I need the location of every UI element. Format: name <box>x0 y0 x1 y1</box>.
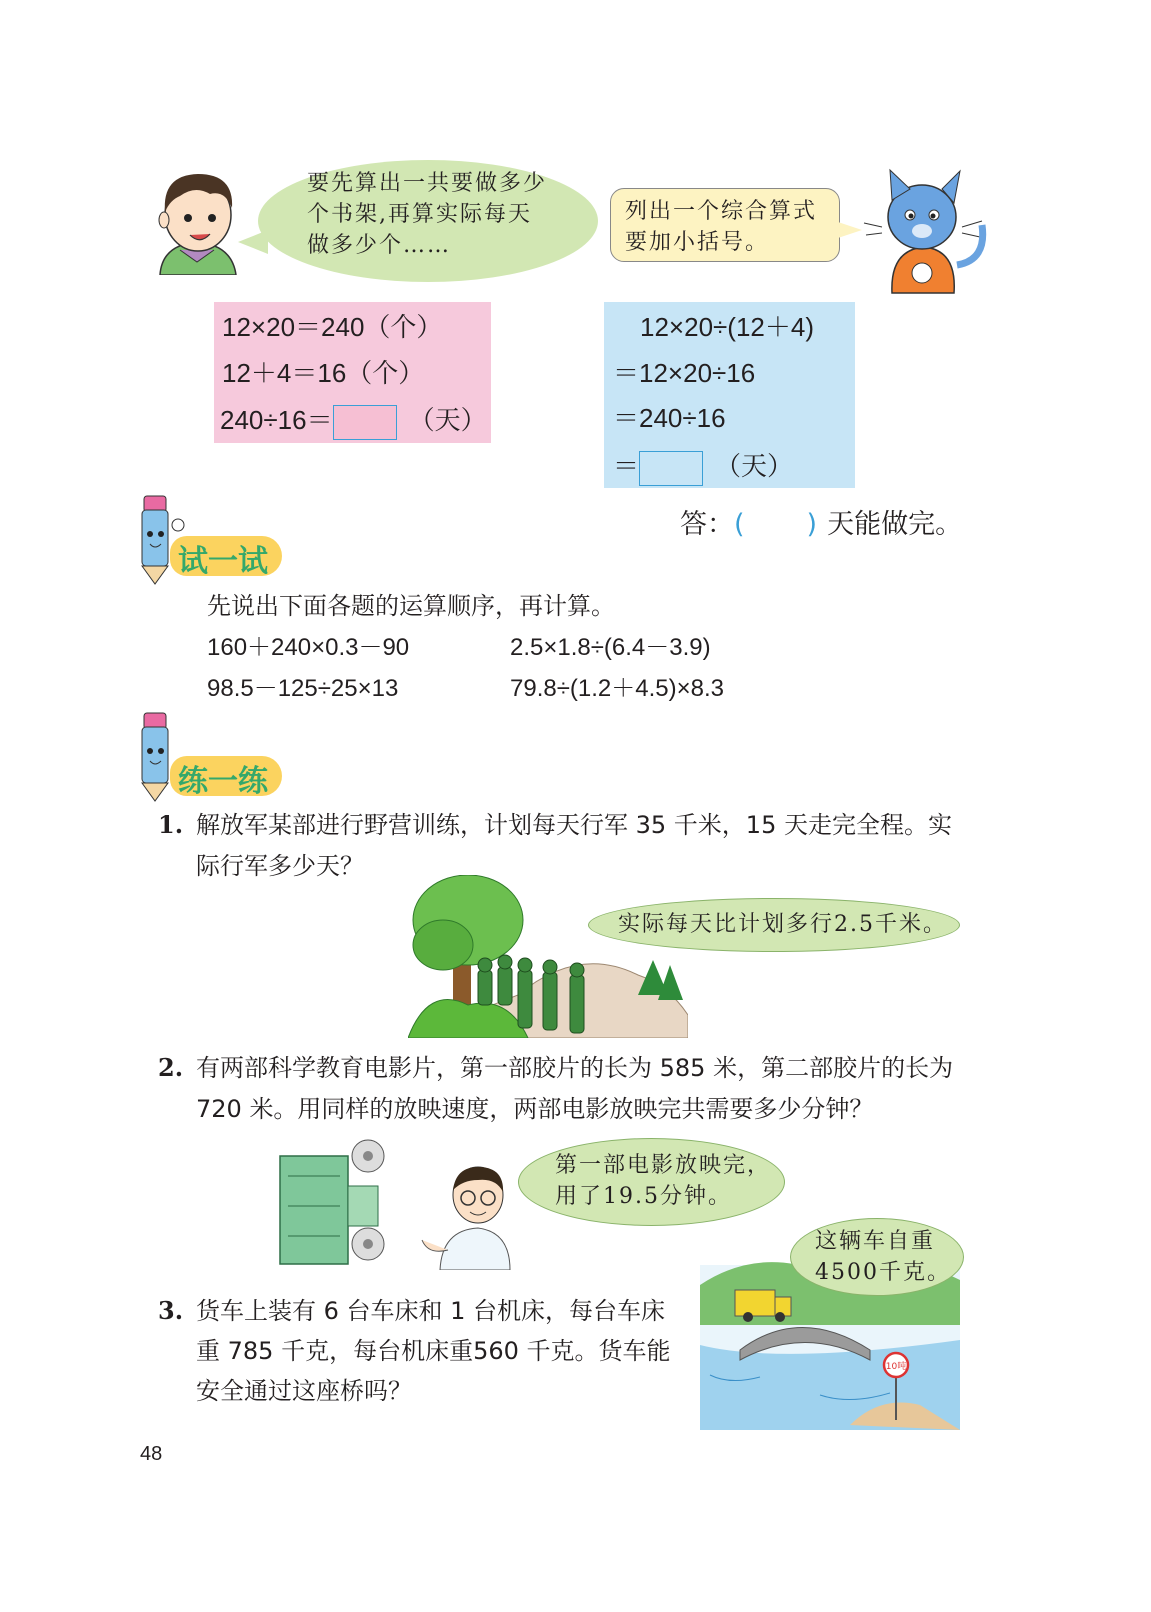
q3-number: 3. <box>158 1296 184 1325</box>
pink-calc-line-1: 12×20＝240（个） <box>222 312 443 342</box>
scientist-illustration <box>418 1160 513 1270</box>
blue-calc-line-1: 12×20÷(12＋4) <box>640 312 814 342</box>
q1-number: 1. <box>158 810 184 839</box>
q2-hint-text <box>555 1150 771 1212</box>
q3-line-2: 重 785 千克，每台机床重560 千克。货车能 <box>196 1337 671 1365</box>
q2-line-1: 有两部科学教育电影片，第一部胶片的长为 585 米，第二部胶片的长为 <box>196 1054 954 1082</box>
pink-calc-line-3 <box>220 400 487 440</box>
q3-line-3: 安全通过这座桥吗？ <box>196 1377 412 1405</box>
q3-line-1: 货车上装有 6 台车床和 1 台机床，每台车床 <box>196 1297 666 1325</box>
try-problem: 160＋240×0.3－90 <box>207 634 410 661</box>
boy-speech-line: 做多少个…… <box>307 233 452 258</box>
blue-calc-line-3: ＝240÷16 <box>613 403 726 433</box>
q1-line-2: 际行军多少天？ <box>196 852 364 880</box>
blue-calc-unit: （天） <box>715 451 794 481</box>
projector-illustration <box>278 1136 393 1268</box>
answer-box-blue[interactable] <box>639 451 703 486</box>
bridge-sign-text: 10吨 <box>885 1362 907 1372</box>
blue-calc-line-4 <box>613 446 793 486</box>
q2-hint-line: 第一部电影放映完， <box>555 1153 772 1178</box>
q3-hint-line: 4500千克。 <box>815 1260 951 1285</box>
boy-speech-text <box>307 168 547 261</box>
answer-paren-close: ) <box>806 509 818 540</box>
q2-hint-line: 用了19.5分钟。 <box>555 1184 732 1209</box>
q1-line-1: 解放军某部进行野营训练，计划每天行军 35 千米，15 天走完全程。实 <box>196 811 952 839</box>
answer-line <box>680 502 962 541</box>
q3-hint-text <box>815 1226 951 1288</box>
q3-hint-line: 这辆车自重 <box>815 1229 936 1254</box>
cat-speech-line: 列出一个综合算式 <box>625 199 818 224</box>
pink-calc-line-2: 12＋4＝16（个） <box>222 358 425 388</box>
answer-prefix: 答： <box>680 509 734 540</box>
try-problem: 2.5×1.8÷(6.4－3.9) <box>510 634 711 661</box>
boy-illustration <box>150 160 245 275</box>
try-instruction: 先说出下面各题的运算顺序，再计算。 <box>207 592 615 620</box>
practice-title: 练一练 <box>178 764 268 799</box>
answer-suffix: 天能做完。 <box>827 509 963 540</box>
try-problem: 79.8÷(1.2＋4.5)×8.3 <box>510 675 724 702</box>
blue-calc-equals: ＝ <box>613 451 640 481</box>
cat-speech-tail <box>838 222 862 238</box>
answer-box-pink[interactable] <box>333 405 397 440</box>
page-number: 48 <box>140 1443 163 1465</box>
soldiers-illustration <box>408 875 688 1038</box>
cat-illustration <box>862 165 992 295</box>
cat-speech-line: 要加小括号。 <box>625 230 770 255</box>
q2-line-2: 720 米。用同样的放映速度，两部电影放映完共需要多少分钟？ <box>196 1095 874 1123</box>
q2-number: 2. <box>158 1053 184 1082</box>
pink-calc-unit: （天） <box>408 405 487 435</box>
boy-speech-line: 个书架,再算实际每天 <box>307 202 532 227</box>
pink-calc-expression: 240÷16＝ <box>220 405 333 435</box>
try-problem: 98.5－125÷25×13 <box>207 675 399 702</box>
cat-speech-text <box>625 196 817 258</box>
boy-speech-tail <box>238 230 268 254</box>
blue-calc-line-2: ＝12×20÷16 <box>613 358 756 388</box>
answer-paren-open: ( <box>734 509 745 540</box>
try-title: 试一试 <box>178 544 268 579</box>
q1-hint-text: 实际每天比计划多行2.5千米。 <box>618 912 947 937</box>
boy-speech-line: 要先算出一共要做多少 <box>307 171 548 196</box>
